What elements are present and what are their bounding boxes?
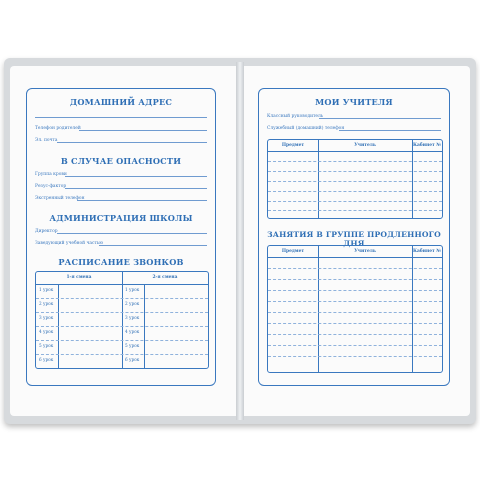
extended-row-divider — [268, 323, 442, 324]
teachers-row-divider — [268, 171, 442, 172]
extended-row-divider — [268, 290, 442, 291]
extended-row-divider — [268, 334, 442, 335]
left-page — [10, 66, 236, 416]
shift-1-lesson-label: 1 урок — [39, 287, 54, 292]
extended-row-divider — [268, 301, 442, 302]
shift-1-lesson-label: 2 урок — [39, 301, 54, 306]
blood-group-label: Группа крови — [35, 172, 67, 177]
notebook-spine — [236, 62, 244, 420]
extended-header-divider — [268, 257, 442, 258]
teachers-row-divider — [268, 201, 442, 202]
teachers-room-header: Кабинет № — [412, 143, 442, 148]
extended-day-table — [267, 245, 443, 373]
rh-factor-label: Резус-фактор — [35, 184, 67, 189]
right-page — [244, 66, 470, 416]
emergency-title: В СЛУЧАЕ ОПАСНОСТИ — [60, 156, 182, 166]
shift-1-header: 1-я смена — [66, 275, 92, 280]
teachers-header-divider — [268, 151, 442, 152]
shift-2-lesson-label: 6 урок — [125, 357, 140, 362]
shift-2-lesson-label: 4 урок — [125, 329, 140, 334]
shift-1-lesson-label: 3 урок — [39, 315, 54, 320]
blood-group-line[interactable] — [65, 176, 207, 177]
teachers-row-divider — [268, 210, 442, 211]
shift-2-header: 2-я смена — [152, 275, 178, 280]
teachers-col-divider — [318, 140, 319, 218]
director-line[interactable] — [57, 233, 207, 234]
extended-subject-header: Предмет — [281, 249, 305, 254]
left-page-frame — [26, 88, 216, 386]
director-label: Директор — [35, 229, 58, 234]
teachers-title: МОИ УЧИТЕЛЯ — [315, 97, 393, 107]
extended-teacher-header: Учитель — [354, 249, 376, 254]
extended-row-divider — [268, 345, 442, 346]
bell-row-divider — [36, 298, 208, 299]
extended-day-title: ЗАНЯТИЯ В ГРУППЕ ПРОДЛЕННОГО ДНЯ — [267, 230, 441, 248]
extended-row-divider — [268, 279, 442, 280]
teachers-row-divider — [268, 161, 442, 162]
shift-1-lesson-label: 5 урок — [39, 343, 54, 348]
shift-1-lesson-label: 6 урок — [39, 357, 54, 362]
extended-row-divider — [268, 312, 442, 313]
shift-1-lesson-label: 4 урок — [39, 329, 54, 334]
class-teacher-line[interactable] — [319, 118, 441, 119]
head-teacher-label: Заведующий учебной частью — [35, 241, 104, 246]
bell-schedule-table — [35, 271, 209, 369]
rh-factor-line[interactable] — [65, 188, 207, 189]
home-address-title: ДОМАШНИЙ АДРЕС — [69, 97, 173, 107]
address-line-1[interactable] — [35, 117, 207, 118]
school-admin-title: АДМИНИСТРАЦИЯ ШКОЛЫ — [49, 213, 193, 223]
bell-row-divider — [36, 340, 208, 341]
right-page-frame — [258, 88, 450, 386]
parents-phone-label: Телефон родителей — [35, 126, 81, 131]
shift-2-lesson-label: 3 урок — [125, 315, 140, 320]
shift-2-lesson-label: 5 урок — [125, 343, 140, 348]
extended-room-header: Кабинет № — [412, 249, 442, 254]
bell-row-divider — [36, 312, 208, 313]
teachers-row-divider — [268, 191, 442, 192]
extended-row-divider — [268, 356, 442, 357]
bell-row-divider — [36, 354, 208, 355]
teachers-col-divider — [412, 140, 413, 218]
email-line[interactable] — [57, 142, 207, 143]
office-phone-label: Служебный (домашний) телефон — [267, 126, 345, 131]
extended-col-divider — [318, 246, 319, 372]
extended-row-divider — [268, 268, 442, 269]
emergency-phone-line[interactable] — [77, 200, 207, 201]
emergency-phone-label: Экстренный телефон — [35, 196, 85, 201]
head-teacher-line[interactable] — [99, 245, 207, 246]
class-teacher-label: Классный руководитель — [267, 114, 324, 119]
email-label: Эл. почта — [35, 138, 58, 143]
extended-col-divider — [412, 246, 413, 372]
parents-phone-line[interactable] — [79, 130, 207, 131]
shift-2-lesson-label: 2 урок — [125, 301, 140, 306]
teachers-table — [267, 139, 443, 219]
teachers-subject-header: Предмет — [281, 143, 305, 148]
bell-schedule-title: РАСПИСАНИЕ ЗВОНКОВ — [58, 257, 184, 267]
teachers-teacher-header: Учитель — [354, 143, 376, 148]
shift-2-lesson-label: 1 урок — [125, 287, 140, 292]
office-phone-line[interactable] — [339, 130, 441, 131]
bell-row-divider — [36, 326, 208, 327]
teachers-row-divider — [268, 181, 442, 182]
